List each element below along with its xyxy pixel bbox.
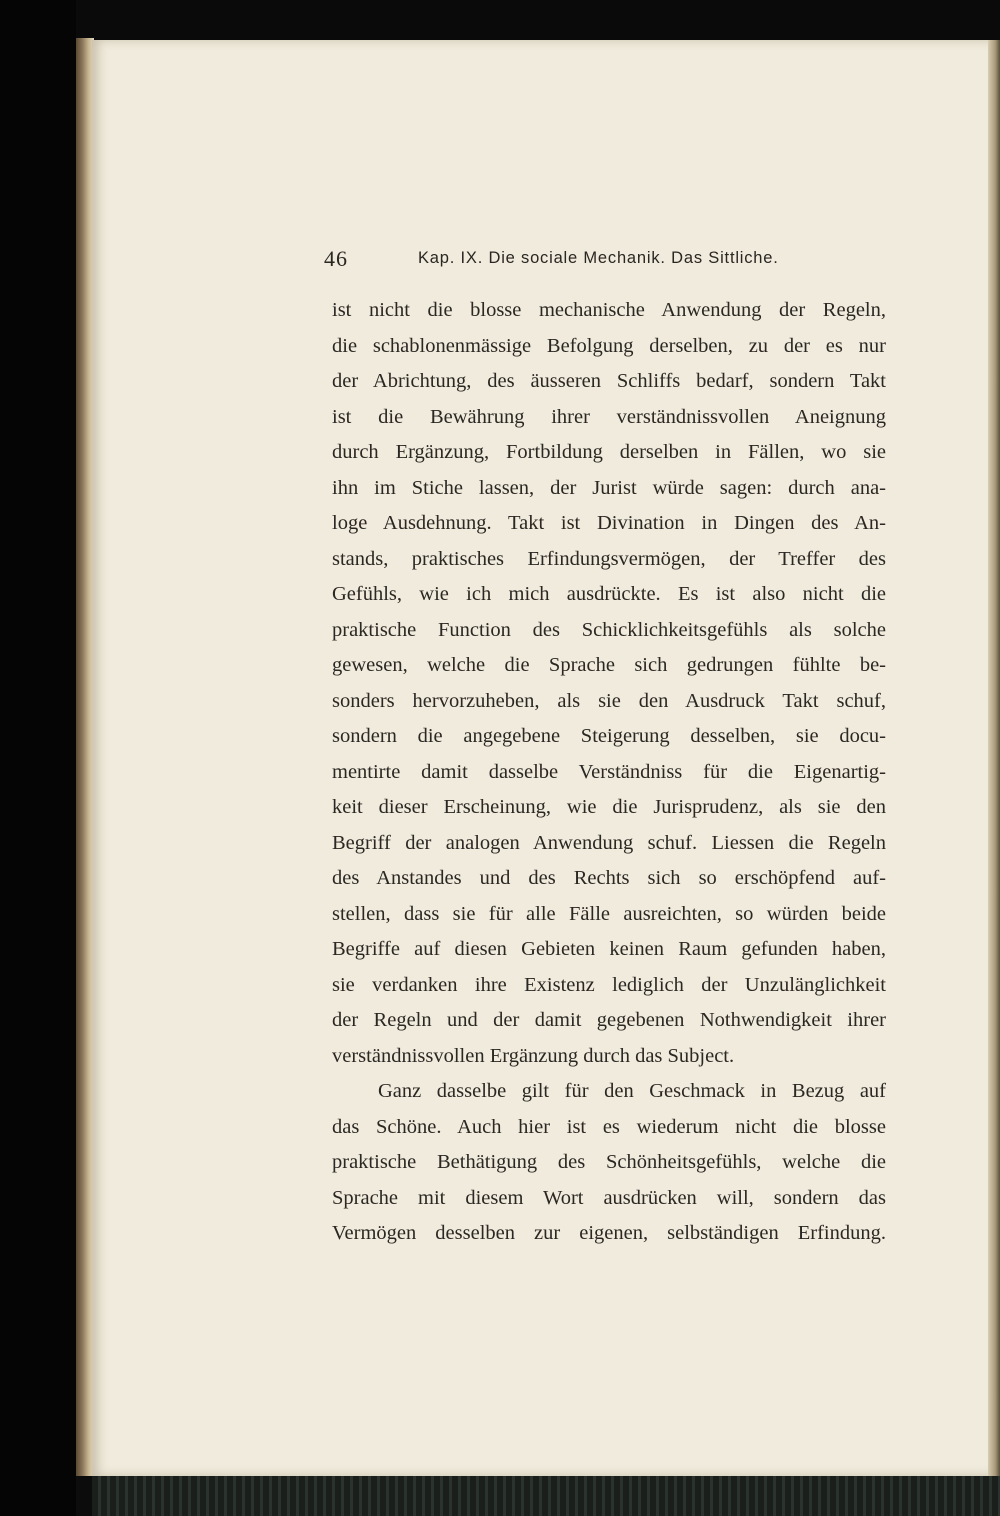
text-line: loge Ausdehnung. Takt ist Divination in Dingen des An- <box>332 512 886 534</box>
text-line: ist nicht die blosse mechanische Anwendung der Regeln, <box>332 299 886 321</box>
text-line: praktische Bethätigung des Schönheitsgefühls, welche die <box>332 1151 886 1173</box>
text-line: die schablonenmässige Befolgung derselben, zu der es nur <box>332 334 886 357</box>
text-line: durch Ergänzung, Fortbildung derselben in Fällen, wo sie <box>332 441 886 463</box>
text-line: das Schöne. Auch hier ist es wiederum nicht die blosse <box>332 1115 886 1138</box>
scan-background-left <box>0 0 76 1516</box>
text-line: Sprache mit diesem Wort ausdrücken will, sondern das <box>332 1186 886 1209</box>
body-text <box>332 293 886 1252</box>
text-line: gewesen, welche die Sprache sich gedrungen fühlte be- <box>332 654 886 676</box>
page-header <box>92 246 992 278</box>
text-line: sondern die angegebene Steigerung desselben, sie docu- <box>332 725 886 747</box>
text-line: mentirte damit dasselbe Verständniss für die Eigenartig- <box>332 760 886 783</box>
page-paper <box>92 40 992 1476</box>
text-line: des Anstandes und des Rechts sich so erschöpfend auf- <box>332 867 886 889</box>
text-line: ist die Bewährung ihrer verständnissvollen Aneignung <box>332 405 886 428</box>
text-line: praktische Function des Schicklichkeitsgefühls als solche <box>332 618 886 641</box>
running-head: Kap. IX. Die sociale Mechanik. Das Sittliche. <box>418 249 779 267</box>
page-right-edge <box>988 40 1000 1476</box>
text-line: der Regeln und der damit gegebenen Nothwendigkeit ihrer <box>332 1009 886 1031</box>
text-line: sie verdanken ihre Existenz lediglich der Unzulänglichkeit <box>332 973 886 996</box>
text-line: Begriff der analogen Anwendung schuf. Liessen die Regeln <box>332 831 886 854</box>
paragraph-end-line: verständnissvollen Ergänzung durch das Subject. <box>332 1044 735 1067</box>
scan-background-top <box>76 0 1000 40</box>
text-line: Gefühls, wie ich mich ausdrückte. Es ist also nicht die <box>332 583 886 605</box>
scan-background-bottom <box>92 1476 1000 1516</box>
text-line: Vermögen desselben zur eigenen, selbständigen Erfindung. <box>332 1222 886 1244</box>
text-line: keit dieser Erscheinung, wie die Jurisprudenz, als sie den <box>332 796 886 818</box>
text-line: ihn im Stiche lassen, der Jurist würde sagen: durch ana- <box>332 476 886 499</box>
text-line: der Abrichtung, des äusseren Schliffs bedarf, sondern Takt <box>332 370 886 392</box>
text-line: stands, praktisches Erfindungsvermögen, der Treffer des <box>332 547 886 570</box>
paragraph-start-line: Ganz dasselbe gilt für den Geschmack in Bezug auf <box>378 1080 886 1102</box>
page-number: 46 <box>324 246 348 271</box>
text-line: stellen, dass sie für alle Fälle ausreichten, so würden beide <box>332 902 886 925</box>
text-line: sonders hervorzuheben, als sie den Ausdruck Takt schuf, <box>332 689 886 712</box>
text-line: Begriffe auf diesen Gebieten keinen Raum gefunden haben, <box>332 938 886 960</box>
